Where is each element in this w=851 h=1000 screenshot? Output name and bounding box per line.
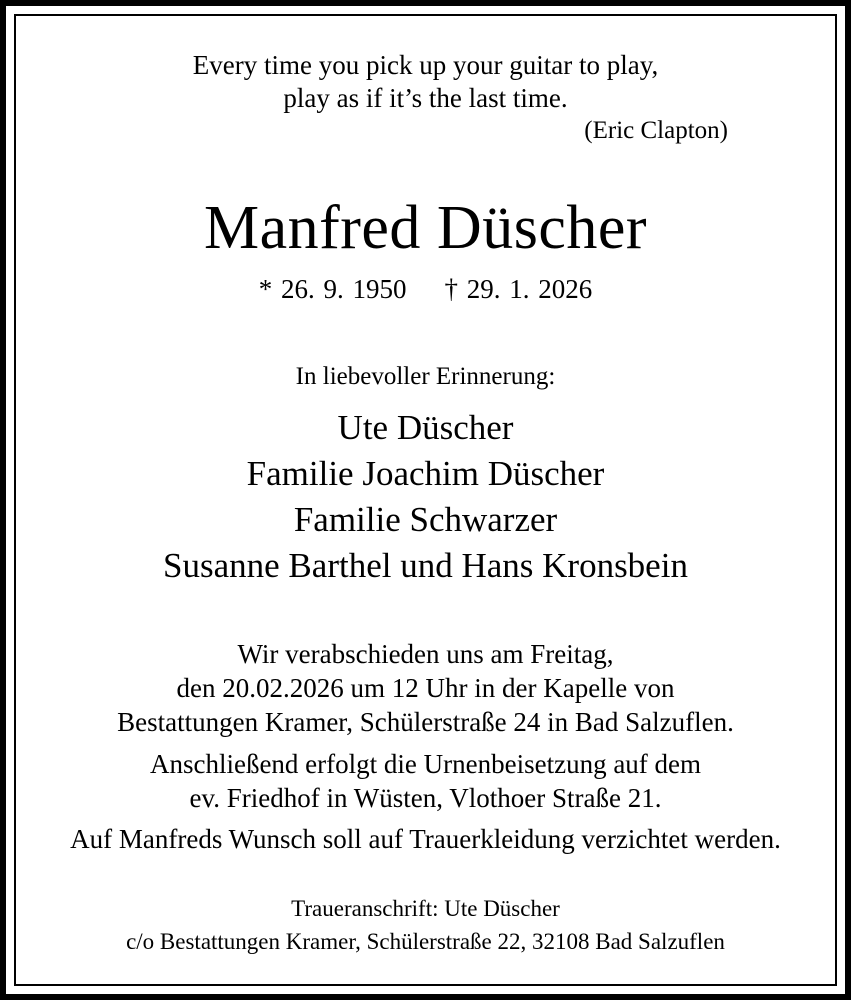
quote-line-2: play as if it’s the last time. [283, 83, 568, 113]
burial-line-1: Anschließend erfolgt die Urnenbeisetzung auf dem [149, 749, 702, 779]
ceremony-line-2: den 20.02.2026 um 12 Uhr in der Kapelle von [176, 673, 675, 703]
address-line-1: Traueranschrift: Ute Düscher [291, 896, 560, 921]
mourner-1: Ute Düscher [337, 408, 514, 447]
ceremony-line-3: Bestattungen Kramer, Schülerstraße 24 in Bad Salzuflen. [117, 707, 734, 737]
birth-date: * 26. 9. 1950 [258, 274, 407, 304]
mourner-4: Susanne Barthel und Hans Kronsbein [163, 546, 688, 585]
death-date: † 29. 1. 2026 [444, 274, 593, 304]
mourner-3: Familie Schwarzer [293, 500, 558, 539]
quote-author: (Eric Clapton) [584, 117, 728, 144]
remembrance-intro: In liebevoller Erinnerung: [295, 363, 556, 390]
ceremony-line-1: Wir verabschieden uns am Freitag, [237, 639, 614, 669]
address-line-2: c/o Bestattungen Kramer, Schülerstraße 22, 32108 Bad Salzuflen [126, 929, 725, 954]
mourner-2: Familie Joachim Düscher [246, 454, 605, 493]
burial-line-2: ev. Friedhof in Wüsten, Vlothoer Straße 21. [189, 783, 662, 813]
quote-line-1: Every time you pick up your guitar to play, [192, 50, 659, 80]
deceased-name: Manfred Düscher [203, 194, 648, 262]
dress-code-wish: Auf Manfreds Wunsch soll auf Trauerkleidung verzichtet werden. [70, 824, 781, 854]
life-dates [20, 276, 831, 303]
